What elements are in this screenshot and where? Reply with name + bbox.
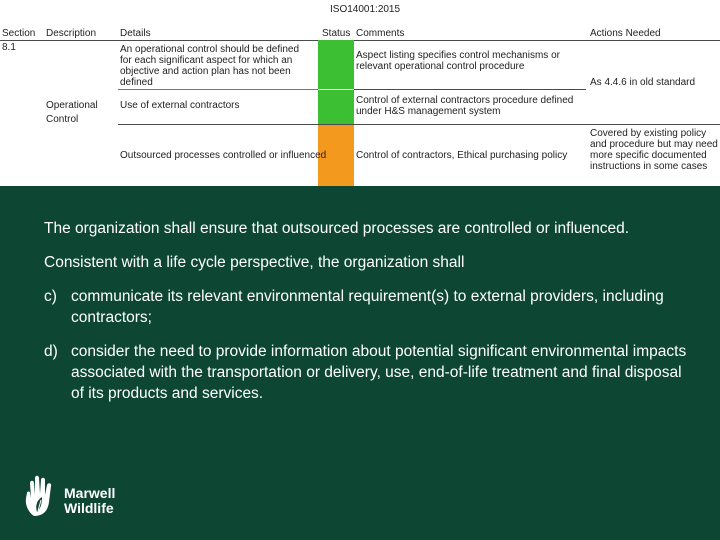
paragraph-outsourced: The organization shall ensure that outsourced processes are controlled or influenced. (44, 220, 630, 237)
row-1-details: An operational control should be defined for each significant aspect for which an objective and action plan has not been defined (120, 44, 300, 88)
list-item (44, 341, 694, 404)
table-title: ISO14001:2015 (330, 4, 401, 15)
header-section: Section (2, 28, 36, 39)
status-cell-green (318, 40, 354, 89)
hand-leaf-icon (22, 472, 60, 518)
section-number: 8.1 (2, 42, 16, 53)
row-2-comments: Control of external contractors procedure defined under H&S management system (356, 95, 574, 117)
header-status: Status (322, 28, 351, 39)
list-marker: c) (44, 288, 57, 305)
header-actions: Actions Needed (590, 28, 661, 39)
row-2-details: Use of external contractors (120, 100, 240, 111)
row-3-comments: Control of contractors, Ethical purchasing policy (356, 150, 568, 161)
row-3-actions: Covered by existing policy and procedure but may need more specific documented instructions in some cases (590, 128, 718, 172)
row-divider (118, 89, 318, 90)
logo-word-marwell: Marwell (64, 485, 116, 501)
row-1-actions: As 4.4.6 in old standard (590, 77, 696, 88)
header-divider (0, 40, 720, 41)
clause-text (44, 218, 694, 417)
header-comments: Comments (356, 28, 405, 39)
row-1-comments: Aspect listing specifies control mechanisms or relevant operational control procedure (356, 50, 560, 72)
logo-word-wildlife: Wildlife (64, 500, 114, 516)
header-details: Details (120, 28, 151, 39)
header-description: Description (46, 28, 97, 39)
list-item (44, 286, 694, 328)
list-item-text: consider the need to provide information about potential significant environmental impacts associated with the transportation or delivery, use, end-of-life treatment and final disposal of its products and services. (71, 343, 687, 402)
paragraph-life-cycle: Consistent with a life cycle perspective, the organization shall (44, 254, 465, 271)
list-item-text: communicate its relevant environmental requirement(s) to external providers, including contractors; (71, 288, 664, 326)
iso-table (0, 0, 720, 186)
list-marker: d) (44, 343, 58, 360)
description-line-1: Operational (46, 100, 98, 111)
marwell-wildlife-logo (22, 472, 132, 522)
description-line-2: Control (46, 114, 79, 125)
row-divider (118, 124, 720, 125)
status-cell-green (318, 90, 354, 124)
row-3-details: Outsourced processes controlled or influenced (120, 150, 327, 161)
row-divider (354, 89, 586, 90)
